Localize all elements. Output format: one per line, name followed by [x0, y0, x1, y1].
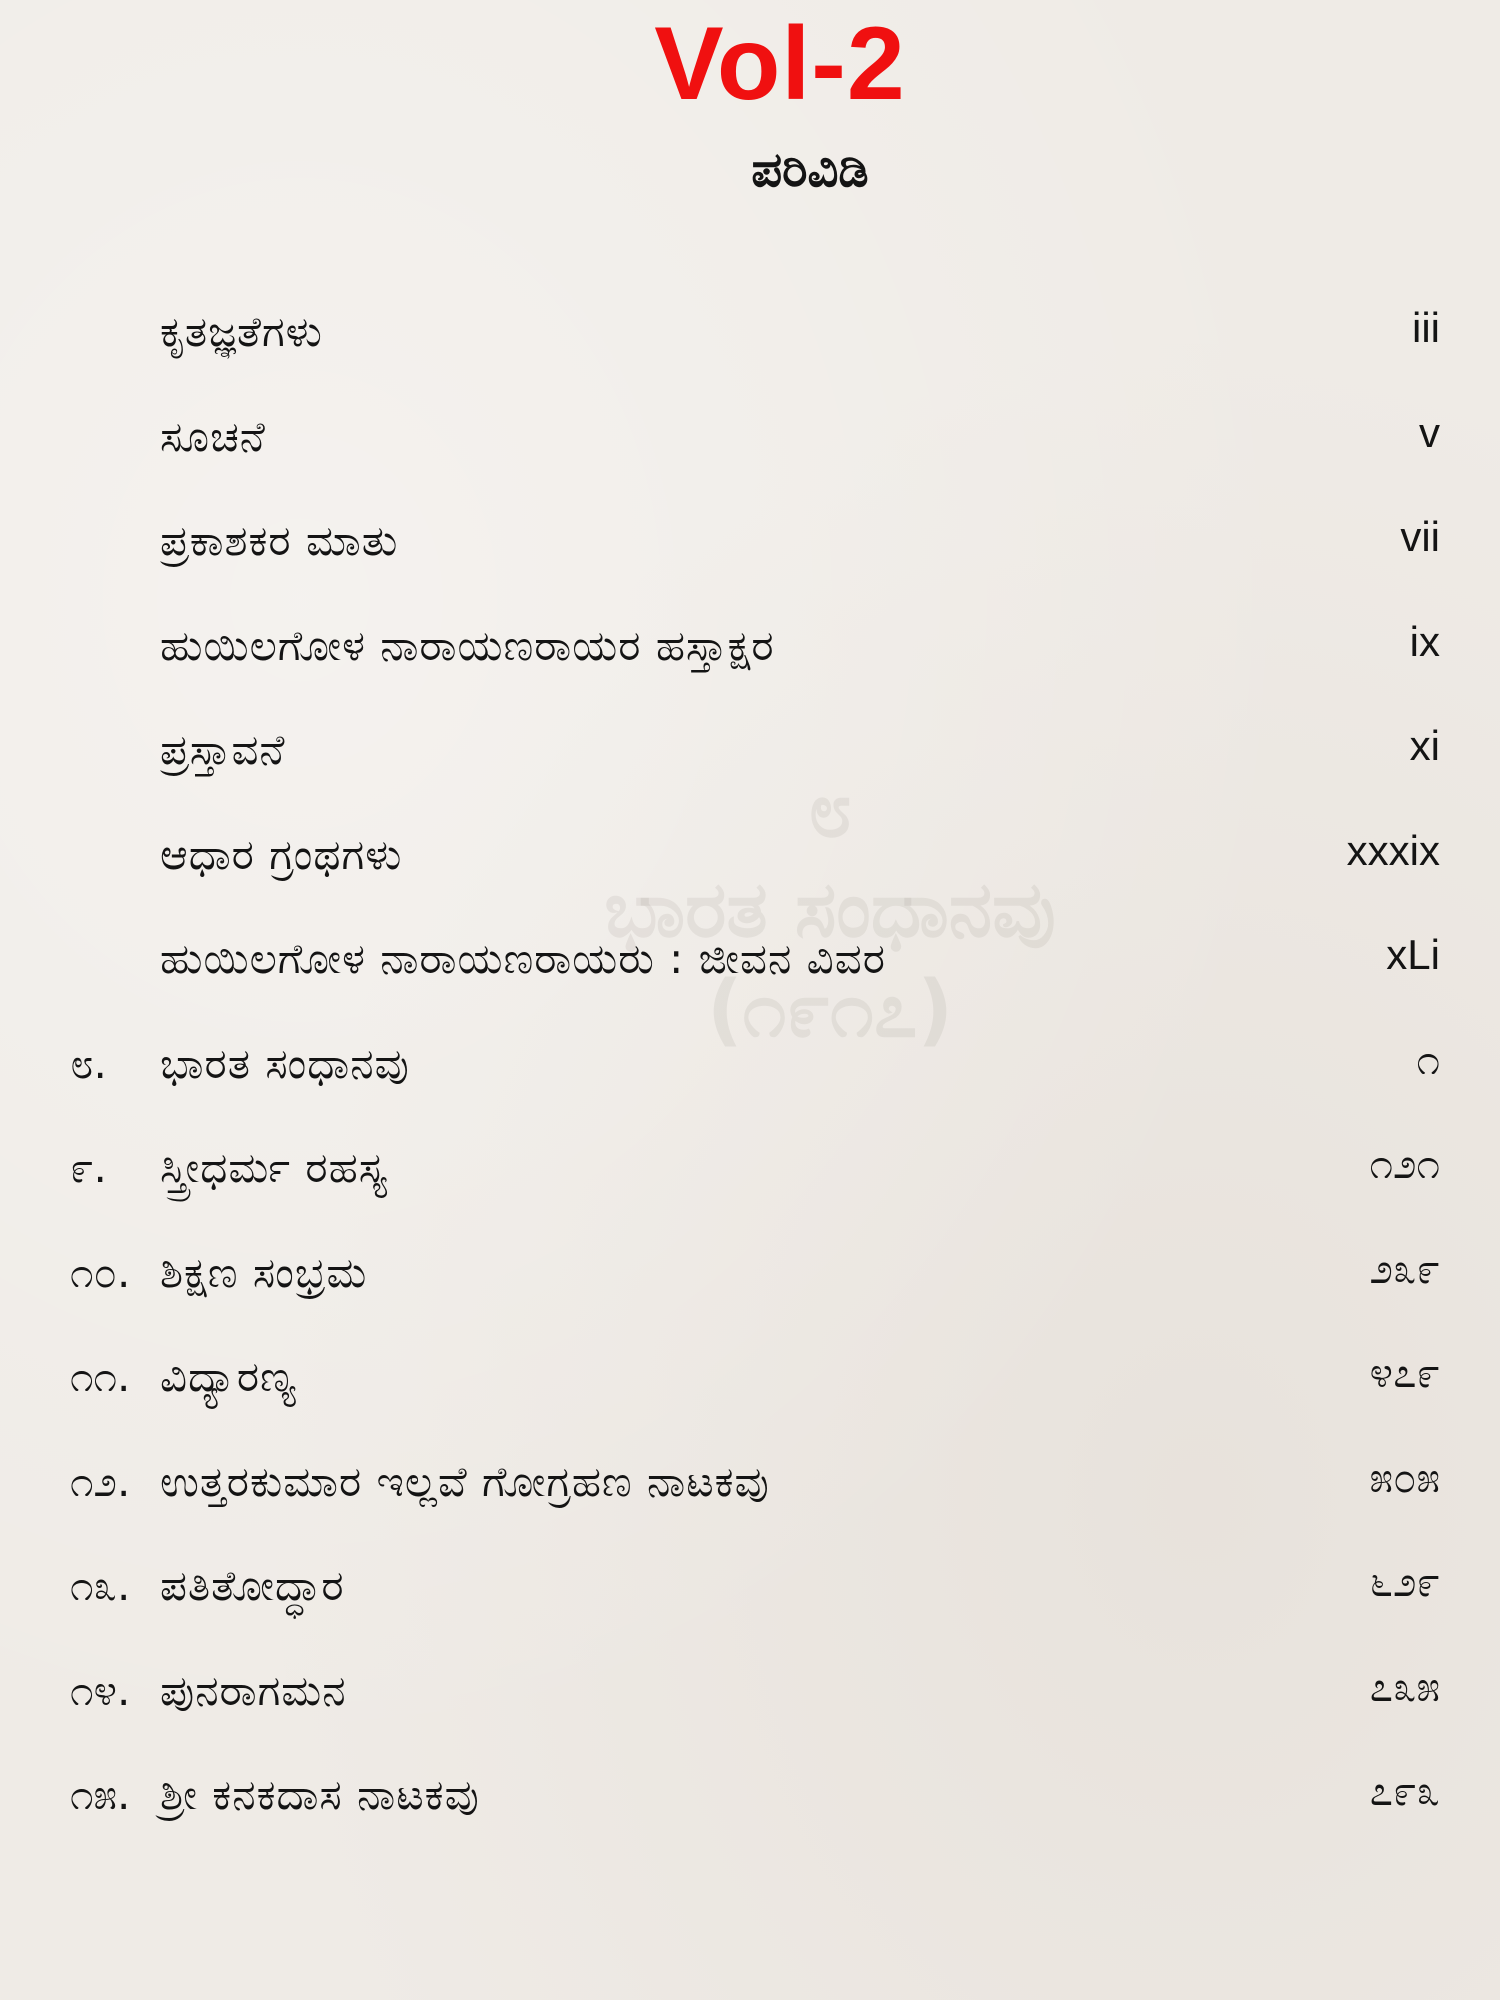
toc-entry-page: ೨೩೯	[1369, 1244, 1440, 1292]
toc-entry	[70, 1126, 1440, 1231]
toc-entry	[70, 1022, 1440, 1127]
toc-entry-page: xLi	[1386, 931, 1440, 978]
page-title: ಪರಿವಿಡಿ	[751, 142, 869, 198]
toc-entry-number: ೧೩.	[70, 1561, 131, 1610]
toc-entry-title: ಪತಿತೋದ್ಧಾರ	[160, 1561, 345, 1610]
toc-entry-title: ಹುಯಿಲಗೋಳ ನಾರಾಯಣರಾಯರ ಹಸ್ತಾಕ್ಷರ	[160, 620, 775, 670]
toc-entry-number: ೧೪.	[70, 1665, 131, 1715]
toc-entry	[70, 1335, 1440, 1440]
toc-entry-title: ಪ್ರಸ್ತಾವನೆ	[160, 725, 286, 774]
toc-entry-title: ಭಾರತ ಸಂಧಾನವು	[160, 1038, 410, 1088]
toc-entry	[70, 604, 1440, 709]
toc-entry	[70, 1649, 1440, 1754]
toc-entry-number: ೧೫.	[70, 1770, 131, 1819]
toc-entry-page: ೬೨೯	[1369, 1558, 1440, 1605]
toc-entry-page: xxxix	[1346, 826, 1440, 874]
toc-entry-number: ೯.	[70, 1143, 107, 1192]
toc-entry-number: ೧೦.	[70, 1247, 131, 1297]
watermark-line: ೮	[808, 765, 852, 855]
toc-entry-number: ೧೧.	[70, 1352, 131, 1401]
toc-entry-title: ಉತ್ತರಕುಮಾರ ಇಲ್ಲವೆ ಗೋಗ್ರಹಣ ನಾಟಕವು	[160, 1456, 770, 1506]
toc-entry	[70, 1440, 1440, 1545]
toc-entry-page: ೪೭೯	[1369, 1349, 1440, 1396]
toc-entry-page: ೧	[1416, 1035, 1440, 1083]
toc-entry	[70, 499, 1440, 604]
watermark-line: ಭಾರತ ಸಂಧಾನವು	[604, 865, 1056, 955]
toc-entry-title: ಶ್ರೀ ಕನಕದಾಸ ನಾಟಕವು	[160, 1770, 480, 1819]
toc-entry-page: ix	[1409, 617, 1440, 665]
toc-entry-title: ಕೃತಜ್ಞತೆಗಳು	[160, 307, 323, 356]
toc-entry-page: v	[1419, 408, 1440, 456]
toc-entry-number: ೧೨.	[70, 1456, 131, 1506]
toc-entry	[70, 1544, 1440, 1649]
table-of-contents	[70, 290, 1440, 1858]
toc-entry-page: ೫೦೫	[1369, 1453, 1440, 1501]
toc-entry-page: xi	[1409, 722, 1440, 769]
toc-entry-title: ಪ್ರಕಾಶಕರ ಮಾತು	[160, 516, 399, 565]
toc-entry	[70, 917, 1440, 1022]
toc-entry-title: ಹುಯಿಲಗೋಳ ನಾರಾಯಣರಾಯರು : ಜೀವನ ವಿವರ	[160, 934, 886, 983]
toc-entry	[70, 813, 1440, 918]
toc-entry-title: ಪುನರಾಗಮನ	[160, 1665, 347, 1715]
toc-entry-title: ಆಧಾರ ಗ್ರಂಥಗಳು	[160, 829, 403, 879]
toc-entry-page: ೭೯೩	[1369, 1767, 1440, 1814]
toc-entry	[70, 290, 1440, 395]
toc-entry-page: iii	[1412, 304, 1440, 351]
toc-entry-title: ಸೂಚನೆ	[160, 411, 266, 461]
toc-entry	[70, 1753, 1440, 1858]
watermark-line: (೧೯೧೭)	[706, 965, 954, 1055]
toc-entry-page: ೭೩೫	[1369, 1662, 1440, 1710]
toc-entry	[70, 395, 1440, 500]
toc-entry	[70, 708, 1440, 813]
toc-entry-page: vii	[1400, 513, 1440, 560]
toc-entry-title: ಶಿಕ್ಷಣ ಸಂಭ್ರಮ	[160, 1247, 368, 1297]
toc-entry-title: ಸ್ತ್ರೀಧರ್ಮ ರಹಸ್ಯ	[160, 1143, 388, 1192]
toc-entry-number: ೮.	[70, 1038, 107, 1088]
toc-entry	[70, 1231, 1440, 1336]
toc-entry-title: ವಿದ್ಯಾರಣ್ಯ	[160, 1352, 297, 1401]
volume-label: Vol-2	[654, 6, 906, 122]
toc-entry-page: ೧೨೧	[1369, 1140, 1440, 1187]
